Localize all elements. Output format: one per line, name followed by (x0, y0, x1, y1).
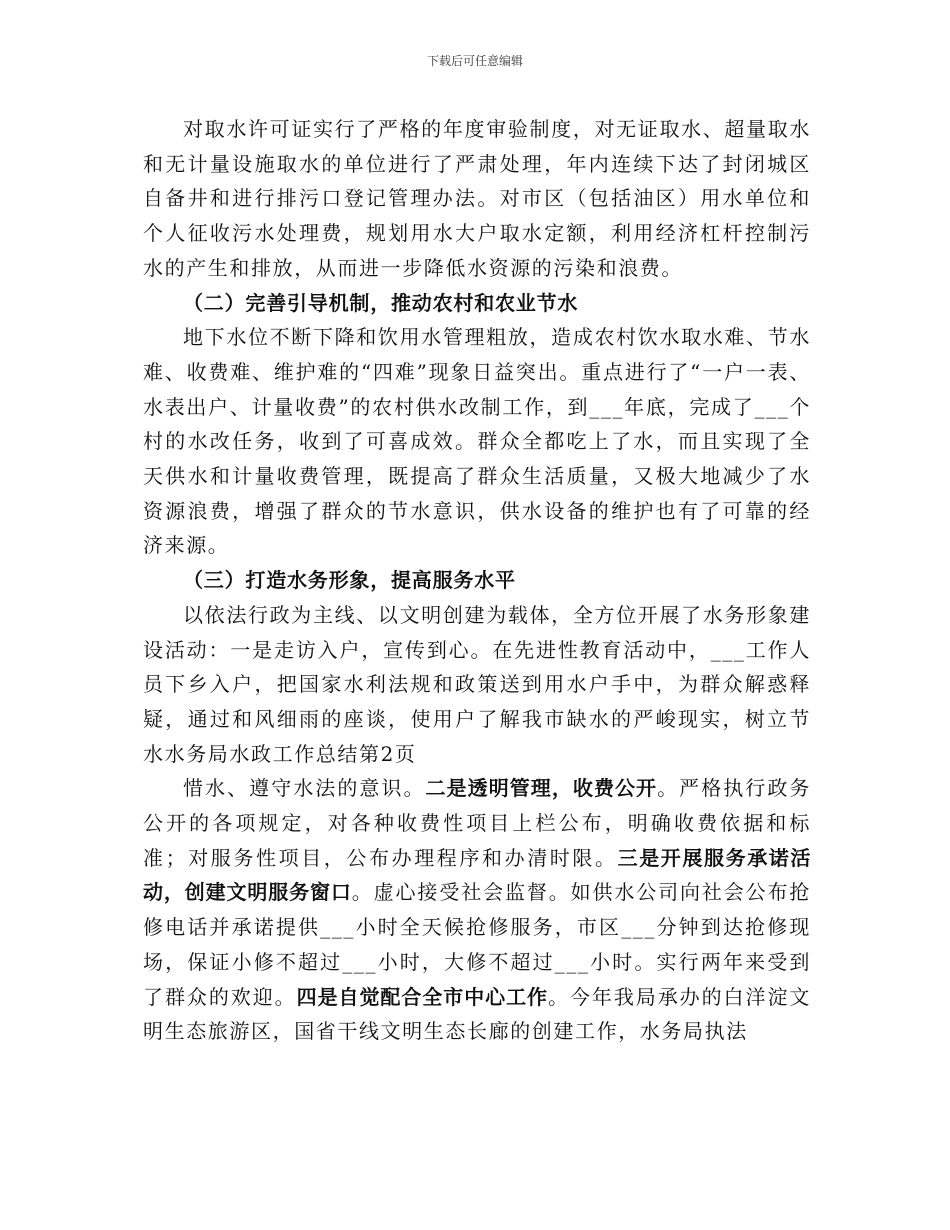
paragraph-transparency (143, 771, 811, 1049)
paragraph-service-image: 以依法行政为主线、以文明创建为载体，全方位开展了水务形象建设活动：一是走访入户，宣传到心。在先进性教育活动中，___工作人员下乡入户，把国家水利法规和政策送到用水户手中，为群众解惑释疑，通过和风细雨的座谈，使用户了解我市缺水的严峻现实，树立节水水务局水政工作总结第2页 (143, 602, 811, 766)
section-heading-3: （三）打造水务形象，提高服务水平 (183, 568, 516, 593)
paragraph-rural-water: 地下水位不断下降和饮用水管理粗放，造成农村饮水取水难、节水难、收费难、维护难的“四难”现象日益突出。重点进行了“一户一表、水表出户、计量收费”的农村供水改制工作，到___年底，完成了___个村的水改任务，收到了可喜成效。群众全都吃上了水，而且实现了全天供水和计量收费管理，既提高了群众生活质量，又极大地减少了水资源浪费，增强了群众的节水意识，供水设备的维护也有了可靠的经济来源。 (143, 325, 811, 558)
document-body (143, 112, 811, 1049)
section-heading-2: （二）完善引导机制，推动农村和农业节水 (183, 290, 579, 315)
text-run: 。今年我局承办的白洋淀文明生态旅游区，国省干线文明生态长廊的创建工作，水务局执法 (143, 984, 811, 1044)
bold-point-2: 二是透明管理，收费公开 (425, 776, 658, 801)
text-run: 惜水、遵守水法的意识。 (183, 776, 426, 801)
paragraph-water-permit: 对取水许可证实行了严格的年度审验制度，对无证取水、超量取水和无计量设施取水的单位进行了严肃处理，年内连续下达了封闭城区自备井和进行排污口登记管理办法。对市区（包括油区）用水单位和个人征收污水处理费，规划用水大户取水定额，利用经济杠杆控制污水的产生和排放，从而进一步降低水资源的污染和浪费。 (143, 117, 811, 280)
text-run: 。严格执行政务公开的各项规定，对各种收费性项目上栏公布，明确收费依据和标准；对服务性项目，公布办理程序和办清时限。 (143, 776, 811, 870)
text-run: 。虚心接受社会监督。如供水公司向社会公布抢修电话并承诺提供___小时全天候抢修服务，市区___分钟到达抢修现场，保证小修不超过___小时，大修不超过___小时。实行两年来受到了群众的欢迎。 (143, 880, 811, 1009)
bold-point-3: 三是开展服务承诺活动，创建文明服务窗口 (143, 845, 811, 905)
page-header-note: 下载后可任意编辑 (426, 54, 523, 68)
bold-point-4: 四是自觉配合全市中心工作 (296, 984, 548, 1009)
